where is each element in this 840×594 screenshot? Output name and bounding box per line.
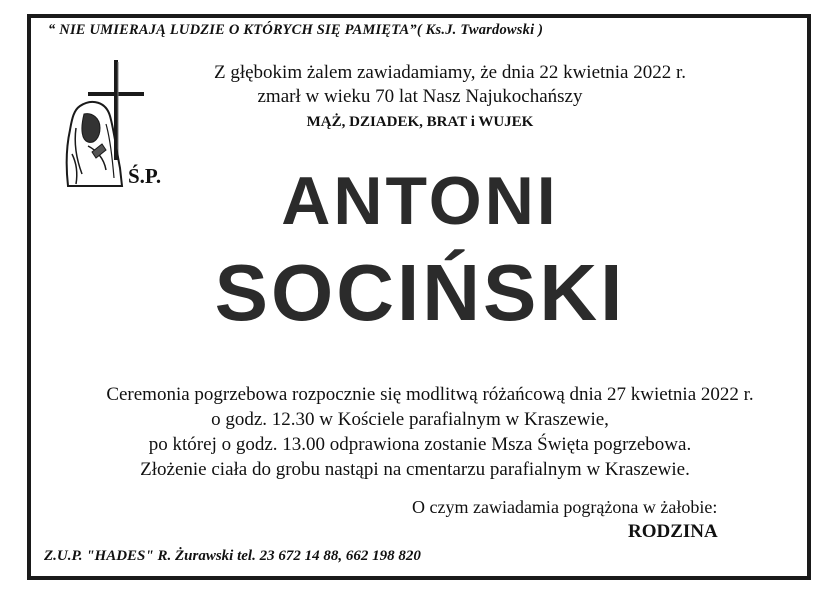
family-relation: MĄŻ, DZIADEK, BRAT i WUJEK bbox=[306, 114, 534, 130]
ceremony-line-3: po której o godz. 13.00 odprawiona zostanie Msza Święta pogrzebowa. bbox=[148, 434, 692, 455]
family-signature: RODZINA bbox=[628, 521, 718, 542]
closing-line: O czym zawiadamia pogrążona w żałobie: bbox=[412, 497, 718, 517]
funeral-home-footer: Z.U.P. "HADES" R. Żurawski tel. 23 672 14 88, 662 198 820 bbox=[44, 548, 421, 564]
announcement-line-1: Z głębokim żalem zawiadamiamy, że dnia 22 kwietnia 2022 r. bbox=[213, 62, 687, 83]
ceremony-line-1: Ceremonia pogrzebowa rozpocznie się modlitwą różańcową dnia 27 kwietnia 2022 r. bbox=[106, 384, 754, 405]
ceremony-line-4: Złożenie ciała do grobu nastąpi na cmentarzu parafialnym w Kraszewie. bbox=[140, 459, 690, 480]
ceremony-line-2: o godz. 12.30 w Kościele parafialnym w Kraszewie, bbox=[211, 409, 609, 430]
sp-abbreviation: Ś.P. bbox=[128, 164, 162, 188]
deceased-last-name: SOCIŃSKI bbox=[214, 248, 626, 337]
deceased-first-name: ANTONI bbox=[281, 163, 559, 239]
memorial-quote: “ NIE UMIERAJĄ LUDZIE O KTÓRYCH SIĘ PAMIĘTA”( Ks.J. Twardowski ) bbox=[48, 22, 544, 38]
announcement-line-2: zmarł w wieku 70 lat Nasz Najukochańszy bbox=[257, 86, 583, 107]
